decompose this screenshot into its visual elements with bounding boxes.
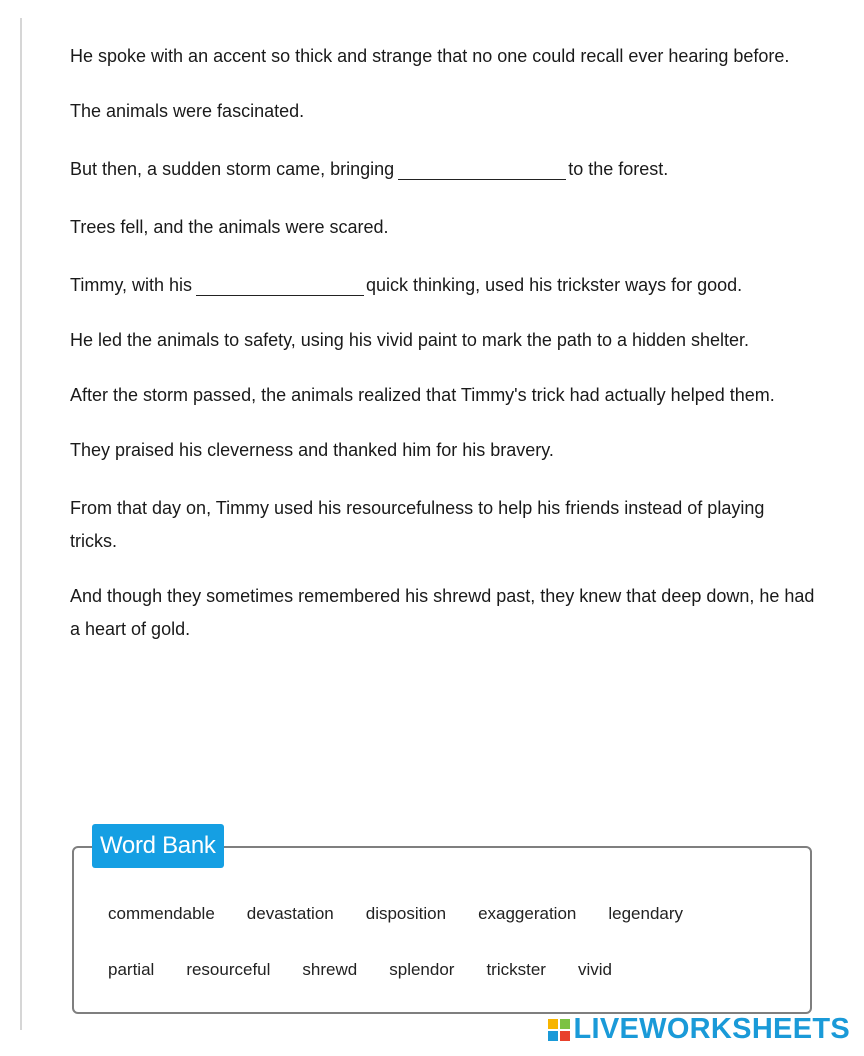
word-bank-word: resourceful <box>186 960 271 979</box>
word-bank-word: commendable <box>108 904 215 923</box>
story-paragraph-7: After the storm passed, the animals realized that Timmy's trick had actually helped them. <box>70 385 775 405</box>
story-paragraph-1: He spoke with an accent so thick and strange that no one could recall ever hearing before. <box>70 46 790 66</box>
story-paragraph-3 <box>70 153 815 186</box>
story-paragraph-3-after: to the forest. <box>568 159 669 179</box>
word-bank-word: exaggeration <box>478 904 577 923</box>
word-bank-word: devastation <box>246 904 334 923</box>
answer-blank-2[interactable] <box>196 273 364 296</box>
word-bank-title: Word Bank <box>92 824 224 868</box>
story-paragraph-8: They praised his cleverness and thanked him for his bravery. <box>70 440 554 460</box>
story-paragraph-2: The animals were fascinated. <box>70 101 305 121</box>
word-bank-word: partial <box>108 960 155 979</box>
word-bank-word: shrewd <box>302 960 358 979</box>
story-paragraph-4: Trees fell, and the animals were scared. <box>70 217 389 237</box>
answer-blank-1[interactable] <box>398 157 566 180</box>
story-paragraph-6: He led the animals to safety, using his vivid paint to mark the path to a hidden shelter. <box>70 330 750 350</box>
word-bank-word: trickster <box>486 960 546 979</box>
story-text <box>70 40 815 646</box>
word-bank-word: splendor <box>389 960 455 979</box>
word-bank-row-1 <box>108 904 715 924</box>
word-bank <box>72 832 812 1014</box>
story-paragraph-5-before: Timmy, with his <box>70 275 193 295</box>
story-paragraph-3-before: But then, a sudden storm came, bringing <box>70 159 395 179</box>
word-bank-row-2 <box>108 960 644 980</box>
left-margin-rule <box>20 18 22 1030</box>
story-paragraph-10: And though they sometimes remembered his shrewd past, they knew that deep down, he had a heart of gold. <box>70 586 815 639</box>
story-paragraph-5-after: quick thinking, used his trickster ways for good. <box>366 275 743 295</box>
word-bank-word: legendary <box>608 904 684 923</box>
word-bank-word: disposition <box>365 904 447 923</box>
story-paragraph-5 <box>70 269 815 302</box>
story-paragraph-9: From that day on, Timmy used his resourcefulness to help his friends instead of playing tricks. <box>70 498 765 551</box>
liveworksheets-logo-icon <box>548 1019 570 1041</box>
word-bank-word: vivid <box>577 960 612 979</box>
liveworksheets-brand-name: LIVEWORKSHEETS <box>573 1013 850 1045</box>
liveworksheets-logo <box>548 1013 851 1046</box>
